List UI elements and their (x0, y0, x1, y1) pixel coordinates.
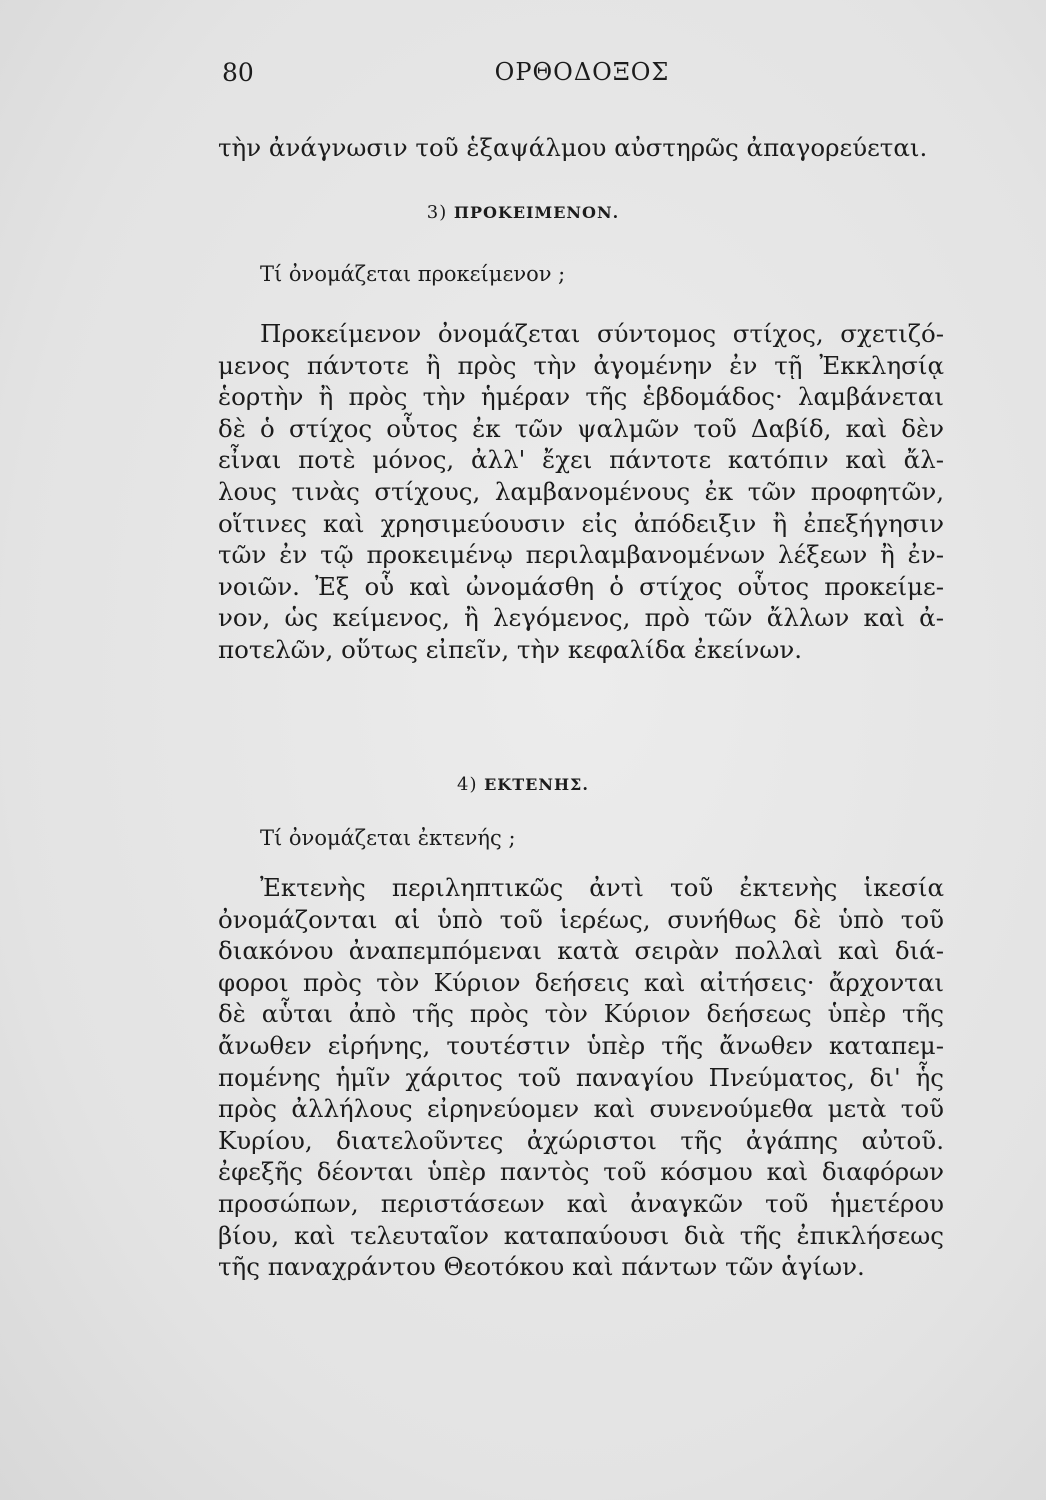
text-line: προσώπων, περιστάσεων καὶ ἀναγκῶν τοῦ ἡμετέρου (218, 1188, 944, 1218)
page-header (222, 58, 942, 94)
section-title: ΠΡΟΚΕΙΜΕΝΟΝ. (453, 203, 620, 222)
text-line: λους τινὰς στίχους, λαμβανομένους ἐκ τῶν προφητῶν, (218, 476, 944, 506)
text-line: ἐφεξῆς δέονται ὑπὲρ παντὸς τοῦ κόσμου καὶ διαφόρων (218, 1157, 944, 1187)
section-heading-prokeimenon (0, 202, 1046, 223)
section-number: 4) (457, 774, 478, 795)
text-line: εἶναι ποτὲ μόνος, ἀλλ' ἔχει πάντοτε κατόπιν καὶ ἄλ- (218, 445, 944, 475)
text-line: τῆς παναχράντου Θεοτόκου καὶ πάντων τῶν ἁγίων. (218, 1252, 865, 1282)
text-line: πρὸς ἀλλήλους εἰρηνεύομεν καὶ συνενούμεθα μετὰ τοῦ (218, 1094, 944, 1124)
text-line: Προκείμενον ὀνομάζεται σύντομος στίχος, σχετιζό- (260, 319, 944, 348)
section-paragraph (218, 318, 944, 666)
text-line: Κυρίου, διατελοῦντες ἀχώριστοι τῆς ἀγάπης αὐτοῦ. (218, 1125, 944, 1155)
section-title: ΕΚΤΕΝΗΣ. (484, 775, 589, 794)
text-line: μενος πάντοτε ἢ πρὸς τὴν ἀγομένην ἐν τῇ Ἐκκλησίᾳ (218, 350, 944, 380)
text-line: ποτελῶν, οὕτως εἰπεῖν, τὴν κεφαλίδα ἐκείνων. (218, 634, 803, 664)
text-line: πομένης ἡμῖν χάριτος τοῦ παναγίου Πνεύματος, δι' ἧς (218, 1062, 944, 1092)
section-number: 3) (426, 202, 448, 223)
text-line: φοροι πρὸς τὸν Κύριον δεήσεις καὶ αἰτήσεις· ἄρχονται (218, 967, 944, 997)
running-title: ΟΡΘΟΔΟΞΟΣ (494, 58, 670, 86)
section-question: Τί ὀνομάζεται προκείμενον ; (260, 262, 566, 286)
text-line: ὀνομάζονται αἱ ὑπὸ τοῦ ἱερέως, συνήθως δὲ ὑπὸ τοῦ (218, 904, 944, 934)
text-line: δὲ ὁ στίχος οὗτος ἐκ τῶν ψαλμῶν τοῦ Δαβίδ, καὶ δὲν (218, 413, 944, 443)
text-line: τὴν ἀνάγνωσιν τοῦ ἑξαψάλμου αὐστηρῶς ἀπαγορεύεται. (218, 133, 928, 162)
text-line: νον, ὡς κείμενος, ἢ λεγόμενος, πρὸ τῶν ἄλλων καὶ ἀ- (218, 603, 944, 633)
text-line: οἵτινες καὶ χρησιμεύουσιν εἰς ἀπόδειξιν ἢ ἐπεξήγησιν (218, 508, 944, 538)
text-line: ἑορτὴν ἢ πρὸς τὴν ἡμέραν τῆς ἑβδομάδος· λαμβάνεται (218, 382, 944, 412)
section-question: Τί ὀνομάζεται ἐκτενής ; (260, 826, 516, 850)
text-line: νοιῶν. Ἐξ οὗ καὶ ὠνομάσθη ὁ στίχος οὗτος προκείμε- (218, 571, 944, 601)
text-line: διακόνου ἀναπεμπόμεναι κατὰ σειρὰν πολλαὶ καὶ διά- (218, 936, 944, 966)
text-line: βίου, καὶ τελευταῖον καταπαύουσι διὰ τῆς ἐπικλήσεως (218, 1220, 944, 1250)
text-line: Ἐκτενὴς περιληπτικῶς ἀντὶ τοῦ ἐκτενὴς ἱκεσία (260, 873, 944, 902)
text-line: τῶν ἐν τῷ προκειμένῳ περιλαμβανομένων λέξεων ἢ ἐν- (218, 540, 944, 570)
section-paragraph (218, 872, 944, 1283)
text-line: ἄνωθεν εἰρήνης, τουτέστιν ὑπὲρ τῆς ἄνωθεν καταπεμ- (218, 1030, 944, 1060)
page-number: 80 (222, 58, 254, 87)
section-heading-ektenis (0, 774, 1046, 795)
text-line: δὲ αὗται ἀπὸ τῆς πρὸς τὸν Κύριον δεήσεως ὑπὲρ τῆς (218, 999, 944, 1029)
continuation-paragraph (218, 132, 944, 164)
